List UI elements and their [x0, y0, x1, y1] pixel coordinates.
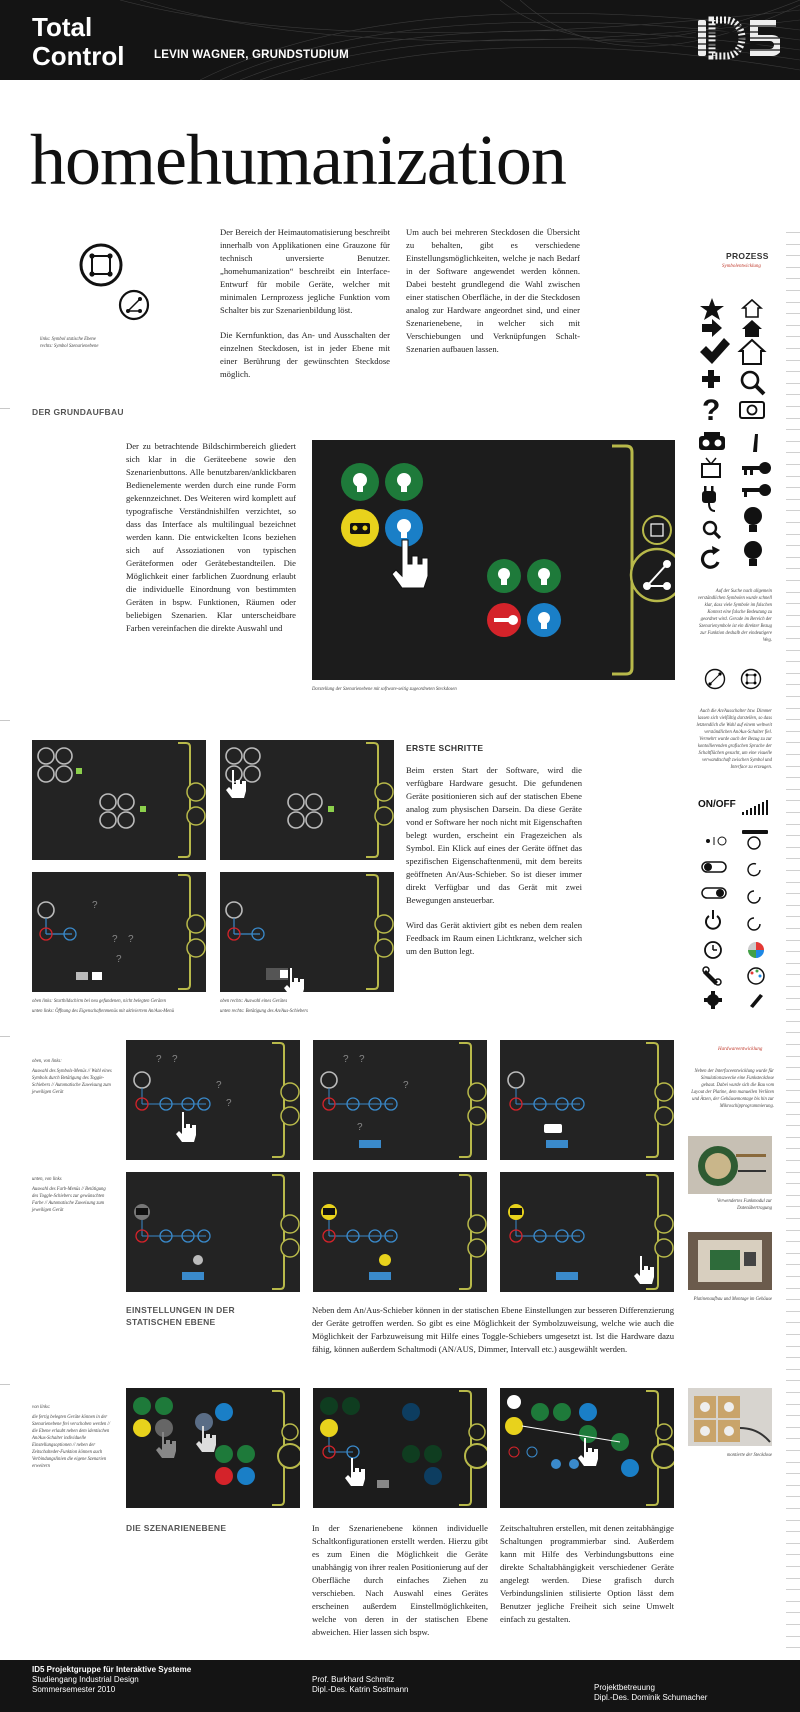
ruler-tick [786, 1311, 800, 1312]
footer-program: Studiengang Industrial Design [32, 1675, 139, 1684]
ruler-tick [786, 1067, 800, 1068]
ruler-tick [786, 1427, 800, 1428]
plug-icon [702, 486, 716, 511]
ruler-tick [786, 661, 800, 662]
dimmer-bars-icon [742, 800, 768, 815]
ruler-tick [786, 1612, 800, 1613]
ruler-tick [786, 928, 800, 929]
ruler-tick [786, 916, 800, 917]
ruler-tick [786, 870, 800, 871]
tv-icon [702, 458, 720, 477]
ruler-tick [786, 1183, 800, 1184]
ruler-tick [786, 940, 800, 941]
svg-text:?: ? [359, 1054, 365, 1065]
footer-supervisor: Dipl.-Des. Dominik Schumacher [594, 1693, 708, 1702]
ruler-tick [786, 1218, 800, 1219]
ruler-tick [786, 290, 800, 291]
star-icon [700, 298, 724, 320]
szenarien-col1: In der Szenarienebene können individuelle Schaltkonfigurationen erstellt werden. Hierzu gibt es zum Einen die Möglichkeit die Geräte unabhängig von ihrer realen Positionierung auf der Oberfläche durch einfaches Ziehen zu verschieben. Nach Auswahl eines Gerätes erscheinen außerdem Einstellmöglichkeiten, welche von deren in der statischen Ebene abweichen. Hier lassen sich bspw. [312, 1523, 488, 1637]
main-scenario-screenshot [312, 440, 675, 680]
ruler-tick [786, 1322, 800, 1323]
left-margin-tick [0, 1384, 10, 1385]
ruler-tick [786, 510, 800, 511]
einst-heading-line2: STATISCHEN EBENE [126, 1317, 216, 1327]
ruler-tick [786, 847, 800, 848]
ruler-tick [786, 1508, 800, 1509]
szen-cap [32, 1404, 112, 1470]
house-icon [743, 300, 761, 317]
ruler-tick [786, 592, 800, 593]
ruler-tick [786, 1496, 800, 1497]
wrench-icon [703, 967, 721, 985]
dial-icon [746, 830, 762, 849]
sidebar-text2: Auch die An/Ausschalter bzw. Dimmer lassen sich vielfältig darstellen, so dass letztendlich die Wahl auf einem weltweit verständlichen An/Aus-Schalter fiel. Vermehrt wurde auch der Bezug zu zur kontollierenden grafischen Sprache der Schaltflächen gesucht, um eine visuelle verwandtschaft zwischen Symbol und Interface zu erzeugen. [696, 709, 772, 770]
photo-assembly [688, 1232, 772, 1290]
ruler-tick [786, 568, 800, 569]
ruler-tick [786, 1473, 800, 1474]
ruler-tick [786, 731, 800, 732]
footer-bar [0, 1660, 800, 1712]
ruler-tick [786, 267, 800, 268]
screen-symbol-menu-2 [313, 1040, 487, 1160]
symbol-grid [696, 296, 772, 576]
ruler-tick [786, 1554, 800, 1555]
screen-scenario-move [126, 1388, 300, 1508]
id5-logo [696, 16, 780, 60]
ruler-tick [786, 1056, 800, 1057]
photo-socket [688, 1388, 772, 1446]
ruler-tick [786, 1102, 800, 1103]
einst-cap-bot-1: unten, von links [32, 1177, 62, 1182]
ruler-tick [786, 1438, 800, 1439]
ruler-tick [786, 1172, 800, 1173]
checkmark-icon [700, 338, 730, 364]
ruler-tick [786, 603, 800, 604]
ruler-tick [786, 1566, 800, 1567]
grundaufbau-caption: Darstellung der Szenarienebene mit software-seitig zugeordneten Steckdosen [312, 687, 457, 692]
einst-heading-line1: EINSTELLUNGEN IN DER [126, 1305, 235, 1315]
ruler-tick [786, 371, 800, 372]
ruler-tick [786, 905, 800, 906]
section-heading-grundaufbau: DER GRUNDAUFBAU [32, 407, 124, 417]
ruler-tick [786, 1485, 800, 1486]
intro-caption-line1: links: Symbol statische Ebene [40, 337, 96, 342]
ruler-tick [786, 1601, 800, 1602]
ruler-tick [786, 336, 800, 337]
toggle-dot-icon [706, 837, 726, 845]
device-button-green-2 [385, 463, 423, 501]
svg-text:?: ? [172, 1054, 178, 1065]
einstellungen-text: Neben dem An/Aus-Schieber können in der statischen Ebene Einstellungen zur besseren Differenzierung der Geräte getroffen werden. So gibt es eine Möglichkeit der Symbolzuweisung, welche wie auch die Möglichkeit der Farbzuweisung mit Hilfe eines Toggle-Schiebers umgesetzt ist. Ist die Hardware dazu fähig, können außerdem Schaltmodi (AN/AUS, Dimmer, Intervall etc.) ausgewählt werden. [312, 1305, 674, 1354]
intro-col1-paragraph1: Der Bereich der Heimautomatisierung beschreibt innerhalb von Applikationen eine Grauzone für technisch unversierte Benutzer. „homehumanization“ beschreibt ein Interface-Entwurf für mobile Geräte, welcher mit minimalen Lernprozess jegliche Funktion vom Schalter bis zur Szenarienbildung löst. [220, 227, 390, 315]
screen-color-menu-1 [126, 1172, 300, 1292]
ruler-tick [786, 708, 800, 709]
screen-color-menu-3 [500, 1172, 674, 1292]
key-icon [742, 462, 771, 475]
ruler-tick [786, 383, 800, 384]
ruler-tick [786, 963, 800, 964]
footer-supervision-label: Projektbetreuung [594, 1683, 655, 1692]
ruler-tick [786, 499, 800, 500]
left-margin-tick [0, 408, 10, 409]
ruler-tick [786, 464, 800, 465]
szen-cap-2: die fertig belegten Geräte können in der Szenarienebene frei verschoben werden // die Ebene erlaubt neben dem identischen An/Aus-Schalter individuelle Einstellungsoptionen // neben der Zeitschalteder-Funktion können auch Verbindungslinien die eigene Szenarien erweitern [32, 1415, 111, 1469]
svg-text:?: ? [357, 1122, 363, 1133]
scenario-symbol-icon-a [704, 668, 726, 690]
ruler-tick [786, 893, 800, 894]
static-level-symbol-icon [78, 242, 124, 288]
refresh-thin-icon [748, 864, 760, 876]
ruler-tick [786, 835, 800, 836]
footer-prof: Prof. Burkhard Schmitz [312, 1675, 395, 1684]
photo2-caption: Platinenaufbau und Montage im Gehäuse [693, 1297, 772, 1302]
ruler-tick [786, 1543, 800, 1544]
ruler-tick [786, 255, 800, 256]
right-ruler [786, 232, 800, 1657]
footer-semester: Sommersemester 2010 [32, 1685, 116, 1694]
ruler-tick [786, 951, 800, 952]
photo-radio-module [688, 1136, 772, 1194]
ruler-tick [786, 1624, 800, 1625]
erste-cap-left [32, 998, 174, 1015]
intro-col1-paragraph2: Die Kernfunktion, das An- und Ausschalten der einzelnen Steckdosen, ist in jeder Ebene mit einer Berührung der gewünschten Steckdose möglich. [220, 330, 390, 379]
pencil-icon-2 [750, 994, 763, 1008]
toggle-switch-icon [702, 862, 726, 872]
screen-symbol-menu-1 [126, 1040, 300, 1160]
ruler-tick [786, 684, 800, 685]
ruler-tick [786, 1137, 800, 1138]
footer-dipl-1: Dipl.-Des. Katrin Sostmann [312, 1685, 409, 1694]
ruler-tick [786, 650, 800, 651]
ruler-tick [786, 638, 800, 639]
dial-arrow-icon [748, 891, 760, 903]
magnifier-small-icon [704, 522, 720, 538]
ruler-tick [786, 1288, 800, 1289]
ruler-tick [786, 777, 800, 778]
palette-icon [748, 968, 764, 984]
svg-text:?: ? [226, 1098, 232, 1109]
refresh-icon [703, 546, 720, 567]
device-button-yellow-radio [341, 509, 379, 547]
ruler-tick [786, 232, 800, 233]
ruler-tick [786, 441, 800, 442]
key-icon-2 [742, 484, 771, 497]
house-outline-icon [740, 340, 764, 364]
ruler-tick [786, 313, 800, 314]
lightbulb-icon-2 [744, 541, 762, 566]
szen-cap-1: von links: [32, 1405, 51, 1410]
ruler-tick [786, 1369, 800, 1370]
camera-icon [740, 402, 764, 418]
ruler-tick [786, 325, 800, 326]
intro-column-1 [220, 226, 390, 381]
screen-first-start [32, 740, 206, 860]
ruler-tick [786, 1531, 800, 1532]
ruler-tick [786, 1276, 800, 1277]
ruler-tick [786, 522, 800, 523]
ruler-tick [786, 1044, 800, 1045]
ruler-tick [786, 882, 800, 883]
ruler-tick [786, 615, 800, 616]
ruler-tick [786, 673, 800, 674]
ruler-tick [786, 1125, 800, 1126]
sidebar-sub1: Symbolentwicklung [722, 264, 761, 269]
ruler-tick [786, 1114, 800, 1115]
ruler-tick [786, 1264, 800, 1265]
screen-symbol-menu-3 [500, 1040, 674, 1160]
header-title-line2: Control [32, 41, 125, 71]
device-button-blue-2 [527, 603, 561, 637]
erste-paragraph1: Beim ersten Start der Software, wird die verfügbare Hardware gesucht. Die gefundenen Geräte positionieren sich auf der statischen Ebene analog zum physischen Darsein. Da diese Geräte vond er Software her noch nicht mit Eigenschaften belegt wurden, erscheint ein Fragezeichen als Symbol. Ein Klick auf eines der Geräte öffnet das spezifischen Eigenschaftenmenü, mit dem bereits geöffneten An/Aus-Schieber. So ist dieser immer direkt Verfügbar und das Gerät mit zwei Bewegungen ansteuerbar. [406, 765, 582, 905]
erste-cap-right-2: unten rechts: Betätigung des An/Aus-Schiebers [220, 1009, 309, 1014]
switch-symbol-grid [700, 800, 776, 1010]
ruler-tick [786, 452, 800, 453]
ruler-tick [786, 580, 800, 581]
erste-text [406, 764, 582, 958]
ruler-tick [786, 696, 800, 697]
ruler-tick [786, 406, 800, 407]
svg-text:?: ? [156, 1054, 162, 1065]
ruler-tick [786, 1415, 800, 1416]
svg-text:?: ? [116, 954, 122, 965]
screen-scenario-connect [500, 1388, 674, 1508]
ruler-tick [786, 1636, 800, 1637]
ruler-tick [786, 974, 800, 975]
device-button-green-4 [527, 559, 561, 593]
ruler-tick [786, 348, 800, 349]
photo3-caption: montierte der Steckdose [726, 1453, 772, 1458]
device-button-red-key [487, 603, 521, 637]
ruler-tick [786, 800, 800, 801]
ruler-tick [786, 1357, 800, 1358]
screen-scenario-settings [313, 1388, 487, 1508]
ruler-tick [786, 360, 800, 361]
ruler-tick [786, 476, 800, 477]
ruler-tick [786, 719, 800, 720]
ruler-tick [786, 1578, 800, 1579]
ruler-tick [786, 858, 800, 859]
intro-caption-line2: rechts: Symbol Szenarienebene [40, 344, 99, 349]
timer-icon [748, 918, 760, 930]
ruler-tick [786, 1160, 800, 1161]
ruler-tick [786, 742, 800, 743]
palette-color-icon [748, 942, 764, 958]
ruler-tick [786, 1520, 800, 1521]
ruler-tick [786, 1148, 800, 1149]
ruler-tick [786, 1090, 800, 1091]
ruler-tick [786, 429, 800, 430]
question-icon: ? [702, 394, 721, 427]
ruler-tick [786, 812, 800, 813]
einst-cap-top [32, 1058, 112, 1096]
ruler-tick [786, 1589, 800, 1590]
svg-text:?: ? [403, 1080, 409, 1091]
grundaufbau-text: Der zu betrachtende Bildschirmbereich gliedert sich klar in die Geräteebene sowie den Szenarienbuttons. Alle benutzbaren/anklickbaren Bedienelemente werden durch eine runde Form gekennzeichnet. Des Weiteren wird komplett auf typografische Verständnishilfen verzichtet, so dass das Interface als multilingual bezeichnet werden kann. Die entwickelten Icons beziehen sich auf Assoziationen von typischen Geräteformen oder Gerätebestandteilen. Die Möglichkeit einer farblichen Zuordnung erlaubt die individuelle Einordnung von bestimmten Geräten in bspw. Funktionen, Räumen oder beliebigen Szenarien. Klar unterscheidbare Farben vereinfachen die direkte Auswahl und [126, 441, 296, 633]
power-icon [706, 910, 720, 929]
einst-cap-top-1: oben, von links: [32, 1059, 62, 1064]
toggle-switch-icon-2 [702, 888, 726, 898]
ruler-tick [786, 1647, 800, 1648]
ruler-tick [786, 1206, 800, 1207]
einst-cap-bot-2: Auswahl des Farb-Menüs // Betätigung des Toggle-Schiebers zur gewünschten Farbe // Automatische Zuweisung zum jeweiligen Gerät [32, 1187, 106, 1213]
ruler-tick [786, 824, 800, 825]
header-subtitle: LEVIN WAGNER, GRUNDSTUDIUM [154, 49, 349, 61]
ruler-tick [786, 1079, 800, 1080]
scenario-level-symbol-icon [118, 289, 150, 321]
page-title: homehumanization [30, 120, 566, 200]
ruler-tick [786, 1032, 800, 1033]
ruler-tick [786, 1195, 800, 1196]
lightbulb-icon [744, 507, 762, 532]
svg-text:?: ? [92, 900, 98, 911]
section-heading-einstellungen [126, 1304, 235, 1328]
house-filled-icon [742, 320, 762, 337]
ruler-tick [786, 1346, 800, 1347]
left-margin-tick [0, 1036, 10, 1037]
clock-icon [705, 942, 721, 958]
ruler-tick [786, 278, 800, 279]
ruler-tick [786, 1241, 800, 1242]
device-button-green-1 [341, 463, 379, 501]
ruler-tick [786, 545, 800, 546]
ruler-tick [786, 1450, 800, 1451]
magnifier-icon [742, 372, 764, 394]
erste-cap-right-1: oben rechts: Auswahl eines Gerätes [220, 999, 288, 1004]
ruler-tick [786, 986, 800, 987]
svg-text:?: ? [112, 934, 118, 945]
sidebar-sub2: Hardwareentwicklung [718, 1047, 763, 1052]
pencil-icon [753, 434, 758, 452]
ruler-tick [786, 1334, 800, 1335]
ruler-tick [786, 1392, 800, 1393]
header-bar [0, 0, 800, 80]
screen-onoff-slider [220, 872, 394, 992]
radio-icon [699, 432, 725, 450]
gear-icon [704, 991, 722, 1009]
onoff-symbol: ON/OFF [698, 799, 736, 810]
svg-text:?: ? [343, 1054, 349, 1065]
static-symbol-icon-a [740, 668, 762, 690]
intro-caption [40, 336, 150, 350]
ruler-tick [786, 754, 800, 755]
ruler-tick [786, 557, 800, 558]
svg-text:?: ? [128, 934, 134, 945]
erste-cap-left-1: oben links: Startbildschirm bei neu gefundenen, nicht belegten Geräten [32, 999, 166, 1004]
section-heading-erste: ERSTE SCHRITTE [406, 743, 484, 753]
ruler-tick [786, 1253, 800, 1254]
ruler-tick [786, 1021, 800, 1022]
photo1-caption: Verwendertes Funkmodul zur Datenübertragung [717, 1199, 772, 1211]
ruler-tick [786, 418, 800, 419]
screen-color-menu-2 [313, 1172, 487, 1292]
arrow-right-icon [702, 319, 722, 337]
footer-group: ID5 Projektgruppe für Interaktive Systeme [32, 1665, 192, 1674]
sidebar-text1: Auf der Suche nach allgemein verständlichen Symbolen wurde schnell klar, dass viele Symbole im falschen Kontext eine falsche Bedeutung zu geordnet wird. Gerade im Bereich der Szenarienymbole ist ein direkter Bezug zur Funktion deshalb der eindeutigere Weg. [697, 589, 772, 643]
ruler-tick [786, 1380, 800, 1381]
einst-cap-bot [32, 1176, 112, 1214]
ruler-tick [786, 1299, 800, 1300]
screen-property-menu [32, 872, 206, 992]
ruler-tick [786, 766, 800, 767]
sidebar-text3: Neben der Interfaceentwicklung wurde für Simulationszwecke eine Funksteckdose gebaut. Dabei wurde sich die Bau vom Layout der Platine, dem manuellen Verlöten und Ätzen, der Gehäusemontage bis hin zur Mikroschipprogrammierung. [691, 1069, 774, 1109]
ruler-tick [786, 789, 800, 790]
plus-icon [702, 370, 720, 388]
erste-cap-left-2: unten links: Öffnung des Eigenschaftenmenüs mit aktiviertem An/Aus-Menü [32, 1009, 174, 1014]
svg-text:?: ? [216, 1080, 222, 1091]
ruler-tick [786, 1009, 800, 1010]
ruler-tick [786, 244, 800, 245]
ruler-tick [786, 1230, 800, 1231]
einst-cap-top-2: Auswahl des Symbols-Menüs // Wahl eines Symbols durch Betätigung des Toggle-Schiebers // Automatische Zuweisung zum jeweiligen Gerät [32, 1069, 112, 1095]
device-button-green-3 [487, 559, 521, 593]
ruler-tick [786, 302, 800, 303]
screen-device-select [220, 740, 394, 860]
erste-paragraph2: Wird das Gerät aktiviert gibt es neben dem realen Feedback im Raum einen Lichtkranz, welcher sich um den Button legt. [406, 920, 582, 956]
erste-cap-right [220, 998, 308, 1015]
ruler-tick [786, 487, 800, 488]
left-margin-tick [0, 720, 10, 721]
intro-column-2: Um auch bei mehreren Steckdosen die Übersicht zu behalten, gibt es verschiedene Einstellungsmöglichkeiten, welche je nach Bedarf in der Software angewendet werden können. Dabei besteht grundlegend die Wahl zwischen einer statischen Oberfläche, in der die Steckdosen analog zur Hardware angeordnet sind, und einer Szenarienebene, in welcher sich mit Verschiebungen und Verknüpfungen Schalt-Szenarien aufbauen lassen. [406, 227, 580, 354]
ruler-tick [786, 626, 800, 627]
ruler-tick [786, 1404, 800, 1405]
ruler-tick [786, 998, 800, 999]
szenarien-col2: Zeitschaltuhren erstellen, mit denen zeitabhängige Schaltungen programmierbar sind. Außerdem kann mit Hilfe des Verbindungsbuttons eine direkte Schaltabhängigkeit verschiedener Geräte angelegt werden. Diese grafisch durch Verbindungslinien stilisierte Option lässt dem Benutzer jegliche Freiheit sich seine Umwelt einfach zu gestalten. [500, 1523, 674, 1624]
section-heading-szenarien: DIE SZENARIENEBENE [126, 1523, 227, 1533]
ruler-tick [786, 534, 800, 535]
sidebar-heading: PROZESS [726, 251, 769, 261]
ruler-tick [786, 1462, 800, 1463]
header-title-line1: Total [32, 12, 93, 42]
ruler-tick [786, 394, 800, 395]
